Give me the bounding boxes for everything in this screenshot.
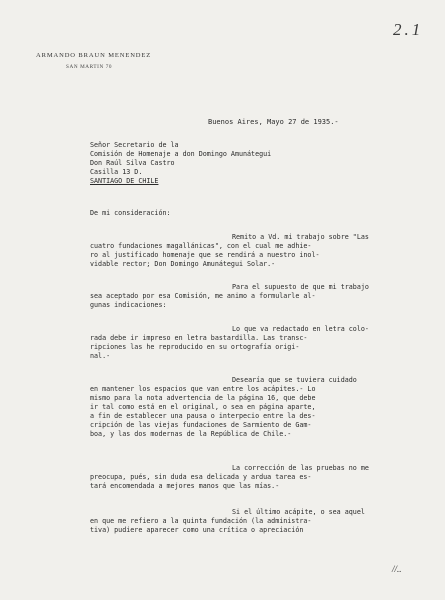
paragraph-line: Si el último acápite, o sea aquel (232, 508, 365, 516)
page-continuation-mark: //.. (392, 564, 402, 574)
recipient-line: Señor Secretario de la (90, 141, 179, 149)
recipient-line: Casilla 13 D. (90, 168, 143, 176)
paragraph-line: Para el supuesto de que mi trabajo (232, 283, 369, 291)
paragraph-line: Desearía que se tuviera cuidado (232, 376, 357, 384)
paragraph-line: ir tal como está en el original, o sea en página aparte, (90, 403, 316, 411)
paragraph-line: tiva) pudiere aparecer como una crítica o apreciación (90, 526, 304, 534)
paragraph-line: en que me refiero a la quinta fundación (la administra- (90, 517, 312, 525)
paragraph-line: La corrección de las pruebas no me (232, 464, 369, 472)
paragraph-line: boa, y las dos modernas de la República de Chile.- (90, 430, 292, 438)
paragraph-line: preocupa, pués, sin duda esa delicada y ardua tarea es- (90, 473, 312, 481)
recipient-city: SANTIAGO DE CHILE (90, 177, 159, 185)
paragraph-line: vidable rector; Don Domingo Amunátegui Solar.- (90, 260, 276, 268)
letterhead-address: SAN MARTIN 70 (66, 64, 113, 70)
paragraph-line: cuatro fundaciones magallánicas", con el cual me adhie- (90, 242, 312, 250)
paragraph-line: ro al justificado homenaje que se rendirá a nuestro inol- (90, 251, 320, 259)
paragraph-line: Lo que va redactado en letra colo- (232, 325, 369, 333)
paragraph-line: cripción de las viejas fundaciones de Sarmiento de Gam- (90, 421, 312, 429)
recipient-line: Don Raúl Silva Castro (90, 159, 175, 167)
paragraph-line: Remito a Vd. mi trabajo sobre "Las (232, 233, 369, 241)
paragraph-line: nal.- (90, 352, 111, 360)
letterhead-name: ARMANDO BRAUN MENENDEZ (36, 52, 152, 59)
date-line: Buenos Aires, Mayo 27 de 1935.- (208, 118, 339, 126)
paragraph-line: a fin de establecer una pausa o interpecio entre la des- (90, 412, 316, 420)
paragraph-line: sea aceptado por esa Comisión, me animo a formularle al- (90, 292, 316, 300)
paragraph-line: ripciones las he reproducido en su ortografía origi- (90, 343, 300, 351)
recipient-line: Comisión de Homenaje a don Domingo Amunátegui (90, 150, 272, 158)
paragraph-line: en mantener los espacios que van entre los acápites.- Lo (90, 385, 316, 393)
archive-number-mark: 2.1 (393, 20, 424, 39)
paragraph-line: mismo para la nota advertencia de la página 16, que debe (90, 394, 316, 402)
salutation: De mi consideración: (90, 209, 171, 217)
paragraph-line: tará encomendada a mejores manos que las mías.- (90, 482, 280, 490)
paragraph-line: rada debe ir impreso en letra bastardilla. Las transc- (90, 334, 308, 342)
paragraph-line: gunas indicaciones: (90, 301, 167, 309)
